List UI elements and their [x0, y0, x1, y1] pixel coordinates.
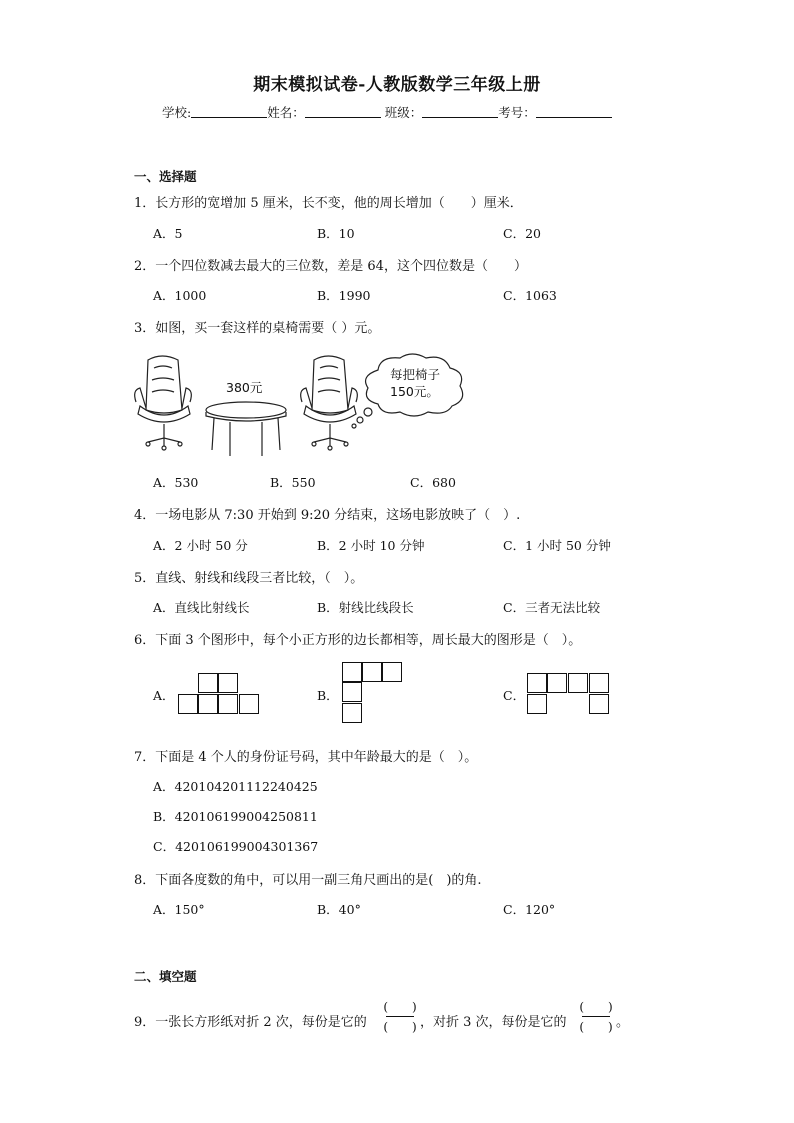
question-1: 1．长方形的宽增加 5 厘米，长不变，他的周长增加（ ）厘米． — [134, 196, 523, 211]
school-blank[interactable] — [191, 105, 267, 118]
bubble-text-line2: 150元。 — [390, 384, 439, 399]
student-info-line — [162, 103, 612, 121]
q6-option-c[interactable]: C． — [503, 688, 526, 703]
square — [362, 662, 382, 682]
q3-option-a[interactable]: A．530 — [153, 475, 199, 490]
q6-option-a[interactable]: A． — [153, 688, 175, 703]
question-5: 5．直线、射线和线段三者比较，（ ）。 — [134, 571, 364, 586]
square — [218, 694, 238, 714]
q4-option-b[interactable]: B．2 小时 10 分钟 — [317, 538, 425, 553]
fraction-bar — [386, 1016, 414, 1017]
square — [527, 694, 547, 714]
bubble-text-line1: 每把椅子 — [390, 367, 441, 382]
square — [589, 673, 609, 693]
q1-option-b[interactable]: B．10 — [317, 226, 355, 241]
square — [218, 673, 238, 693]
number-label: 考号： — [498, 105, 536, 120]
q4-option-a[interactable]: A．2 小时 50 分 — [153, 538, 248, 553]
q7-option-a[interactable]: A．420104201112240425 — [153, 779, 318, 794]
question-9-part2: ，对折 3 次，每份是它的 — [420, 1015, 567, 1030]
table-price-label: 380元 — [226, 380, 263, 395]
question-8: 8．下面各度数的角中，可以用一副三角尺画出的是( )的角. — [134, 873, 482, 888]
square — [342, 682, 362, 702]
q8-option-a[interactable]: A．150° — [153, 902, 205, 917]
question-9-part1: 9．一张长方形纸对折 2 次，每份是它的 — [134, 1015, 367, 1030]
fraction-denominator[interactable]: ( ) — [383, 1020, 417, 1034]
square — [382, 662, 402, 682]
q2-option-b[interactable]: B．1990 — [317, 288, 371, 303]
square — [568, 673, 588, 693]
q7-option-b[interactable]: B．420106199004250811 — [153, 809, 318, 824]
class-label: 班级： — [384, 105, 423, 120]
fraction-blank-1[interactable] — [382, 998, 418, 1036]
question-3: 3．如图，买一套这样的桌椅需要（ ）元。 — [134, 321, 381, 336]
square — [527, 673, 547, 693]
square — [342, 662, 362, 682]
figure-b — [342, 662, 406, 726]
name-label: 姓名： — [267, 105, 305, 120]
page-title: 期末模拟试卷-人教版数学三年级上册 — [253, 75, 541, 95]
figure-a — [178, 673, 262, 717]
q1-option-a[interactable]: A．5 — [153, 226, 183, 241]
number-blank[interactable] — [536, 105, 612, 118]
question-7: 7．下面是 4 个人的身份证号码，其中年龄最大的是（ ）。 — [134, 750, 478, 765]
chair-right-icon — [301, 356, 358, 450]
q2-option-a[interactable]: A．1000 — [153, 288, 207, 303]
question-9-part3: 。 — [616, 1015, 630, 1030]
figure-c — [527, 673, 611, 717]
square — [178, 694, 198, 714]
table-icon — [206, 402, 286, 456]
question-2: 2．一个四位数减去最大的三位数，差是 64，这个四位数是（ ） — [134, 259, 527, 274]
name-blank[interactable] — [305, 105, 381, 118]
q6-option-b[interactable]: B． — [317, 688, 339, 703]
section-heading-choice: 一、选择题 — [134, 169, 197, 184]
square — [547, 673, 567, 693]
q8-option-b[interactable]: B．40° — [317, 902, 361, 917]
q2-option-c[interactable]: C．1063 — [503, 288, 557, 303]
square — [589, 694, 609, 714]
class-blank[interactable] — [422, 105, 498, 118]
question-4: 4．一场电影从 7:30 开始到 9:20 分结束，这场电影放映了（ ）. — [134, 508, 521, 523]
chair-left-icon — [135, 356, 192, 450]
question-6: 6．下面 3 个图形中，每个小正方形的边长都相等，周长最大的图形是（ ）。 — [134, 633, 582, 648]
square — [198, 694, 218, 714]
fraction-bar — [582, 1016, 610, 1017]
q3-option-b[interactable]: B．550 — [270, 475, 316, 490]
fraction-blank-2[interactable] — [578, 998, 614, 1036]
q5-option-a[interactable]: A．直线比射线长 — [153, 600, 250, 615]
q4-option-c[interactable]: C．1 小时 50 分钟 — [503, 538, 611, 553]
fraction-numerator[interactable]: ( ) — [579, 1000, 613, 1014]
square — [239, 694, 259, 714]
square — [342, 703, 362, 723]
school-label: 学校: — [162, 105, 192, 120]
q8-option-c[interactable]: C．120° — [503, 902, 556, 917]
q5-option-c[interactable]: C．三者无法比较 — [503, 600, 601, 615]
q7-option-c[interactable]: C．420106199004301367 — [153, 839, 319, 854]
fraction-denominator[interactable]: ( ) — [579, 1020, 613, 1034]
square — [198, 673, 218, 693]
q1-option-c[interactable]: C．20 — [503, 226, 541, 241]
q3-option-c[interactable]: C．680 — [410, 475, 456, 490]
section-heading-fill: 二、填空题 — [134, 969, 197, 984]
q5-option-b[interactable]: B．射线比线段长 — [317, 600, 414, 615]
fraction-numerator[interactable]: ( ) — [383, 1000, 417, 1014]
